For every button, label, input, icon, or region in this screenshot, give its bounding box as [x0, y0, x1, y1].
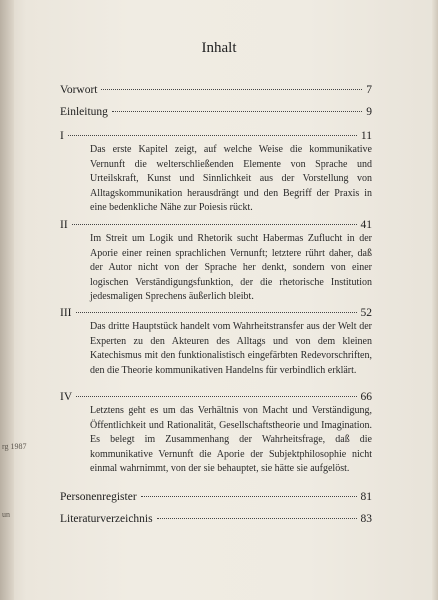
toc-label: I: [60, 130, 64, 142]
toc-page-number: 52: [360, 307, 372, 319]
page-title: Inhalt: [201, 40, 237, 56]
toc-entry-chapter-3: [60, 307, 372, 319]
toc-entry-personenregister: [60, 491, 372, 503]
toc-page-number: 66: [360, 391, 372, 403]
page-edge: [432, 0, 438, 600]
chapter-1-summary: Das erste Kapitel zeigt, auf welche Weise die kommunikative Vernunft die welterschließenden Elemente von Sprache und Urteilskraft, Kunst und Sinnlichkeit aus der Vorstellung von Alltagskommunikation herausdrängt und den Begriff der Praxis in eine bedenkliche Nähe zur Poiesis rückt.: [90, 144, 372, 213]
toc-entry-chapter-4: [60, 391, 372, 403]
toc-page-number: 11: [360, 130, 372, 142]
toc-page-number: 41: [360, 219, 372, 231]
toc-label: Literaturverzeichnis: [60, 513, 153, 525]
toc-label: Vorwort: [60, 84, 98, 96]
chapter-2-summary: Im Streit um Logik und Rhetorik sucht Habermas Zuflucht in der Aporie einer reinen sprachlichen Vernunft; letztere rührt daher, daß der Autor nicht von der Sprache her denkt, sondern von einer logischen Verständigungsfunktion, der die rhetorische Institution jedesmaligen Sprechens äußerlich bleibt.: [90, 233, 372, 302]
toc-label: Einleitung: [60, 106, 108, 118]
toc-entry-literaturverzeichnis: [60, 513, 372, 525]
toc-page-number: 81: [360, 491, 372, 503]
toc-label: IV: [60, 391, 73, 403]
margin-fragment: rg 1987: [2, 442, 27, 451]
chapter-3-summary: Das dritte Hauptstück handelt vom Wahrheitstransfer aus der Welt der Experten zu den Akteuren des Alltags und von dem kleinen Katechismus mit den funktionalistisch eingefärbten Redevorschriften, den die Theorie kommunikativen Handelns für verbindlich erklärt.: [90, 321, 372, 376]
toc-entry-vorwort: [60, 84, 372, 96]
toc-label: II: [60, 219, 68, 231]
leader-dots: [72, 224, 357, 225]
toc-entry-chapter-2: [60, 219, 372, 231]
margin-fragment: un: [2, 510, 10, 519]
toc-page-number: 9: [366, 106, 372, 118]
toc-label: Personenregister: [60, 491, 137, 503]
leader-dots: [68, 135, 357, 136]
leader-dots: [157, 518, 357, 519]
leader-dots: [76, 396, 356, 397]
toc-entry-einleitung: [60, 106, 372, 118]
leader-dots: [141, 496, 357, 497]
leader-dots: [101, 89, 362, 90]
toc-page-number: 83: [360, 513, 372, 525]
leader-dots: [76, 312, 357, 313]
toc-label: III: [60, 307, 72, 319]
chapter-4-summary: Letztens geht es um das Verhältnis von Macht und Verständigung, Öffentlichkeit und Rationalität, Gesellschaftstheorie und Imagination. Es belegt im Zusammenhang der Wahrheitsfrage, daß die kommunikative Vernunft die Aporie der Subjektphilosophie nicht einmal wahrnimmt, von der sie behauptet, sie hätte sie aufgelöst.: [90, 405, 372, 474]
leader-dots: [112, 111, 362, 112]
toc-entry-chapter-1: [60, 130, 372, 142]
toc-page-number: 7: [366, 84, 372, 96]
